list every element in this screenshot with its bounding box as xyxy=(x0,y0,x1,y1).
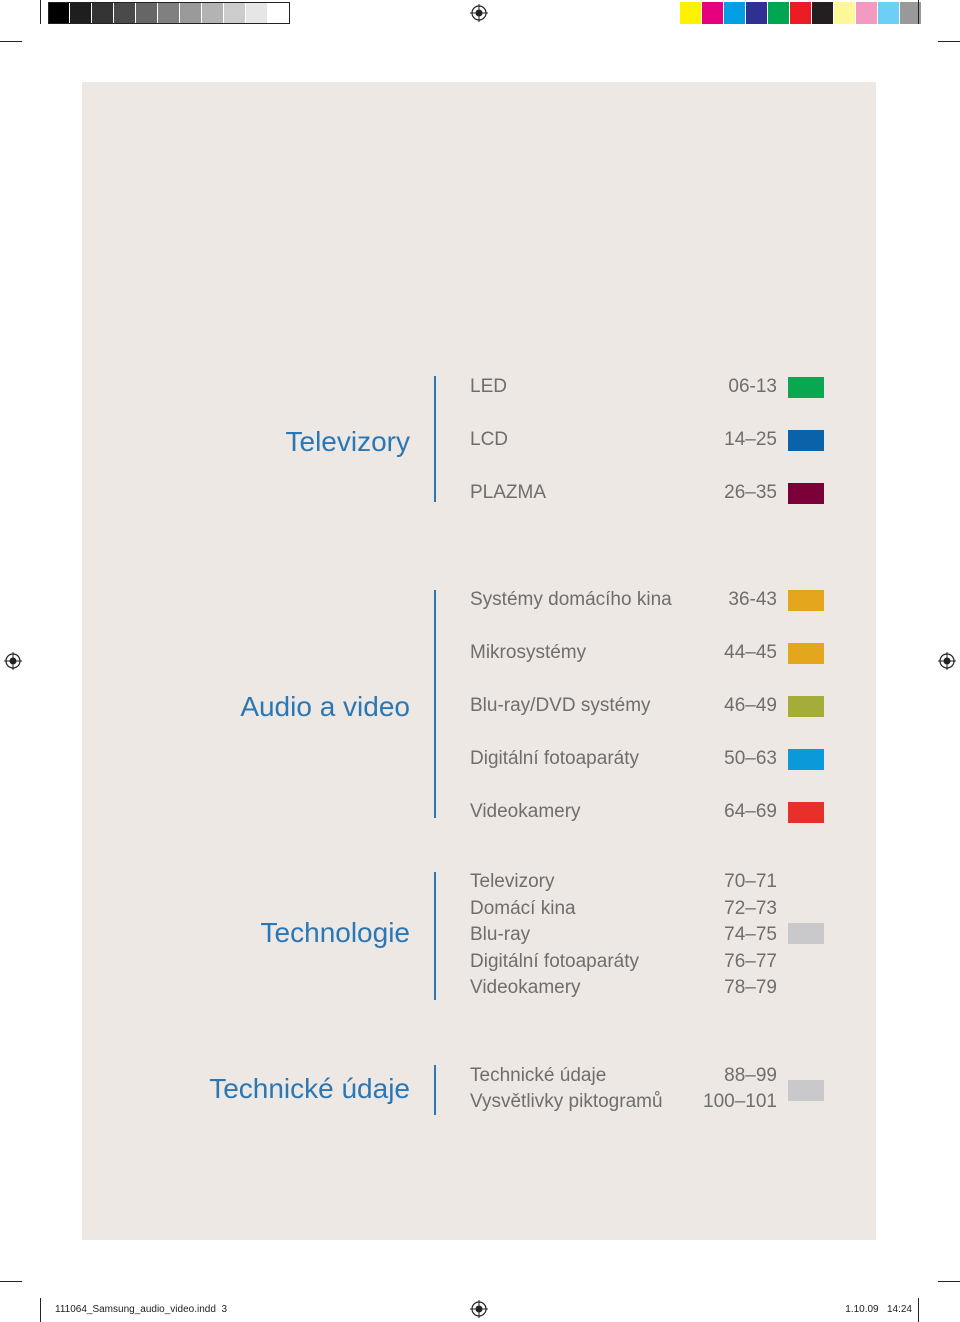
crop-mark xyxy=(938,41,960,42)
slug-page: 3 xyxy=(221,1304,227,1315)
category-color-swatch xyxy=(788,377,824,398)
toc-item-pages: 14–25 xyxy=(724,429,777,450)
registration-mark-icon xyxy=(4,652,22,670)
color-swatch xyxy=(702,2,724,24)
toc-item-label: Vysvětlivky piktogramů xyxy=(470,1091,663,1112)
category-color-swatch xyxy=(788,483,824,504)
crop-mark xyxy=(40,1298,41,1322)
gray-swatch xyxy=(136,2,158,24)
toc-item-label: Blu-ray xyxy=(470,924,531,945)
gray-swatch xyxy=(246,2,268,24)
section-divider xyxy=(434,590,436,818)
color-swatch xyxy=(746,2,768,24)
toc-item-label: Televizory xyxy=(470,871,555,892)
gray-swatch xyxy=(202,2,224,24)
crop-mark xyxy=(40,0,41,24)
toc-item-label: Digitální fotoaparáty xyxy=(470,951,639,972)
category-color-swatch xyxy=(788,1080,824,1101)
toc-item-pages: 44–45 xyxy=(724,642,777,663)
slug-time: 14:24 xyxy=(886,1304,912,1315)
section-title-audio-video: Audio a video xyxy=(240,691,410,722)
gray-swatch xyxy=(48,2,70,24)
color-swatch xyxy=(724,2,746,24)
color-calibration-bar xyxy=(680,2,922,24)
gray-swatch xyxy=(92,2,114,24)
color-swatch xyxy=(834,2,856,24)
toc-item-pages: 100–101 xyxy=(703,1091,777,1112)
gray-swatch xyxy=(114,2,136,24)
category-color-swatch xyxy=(788,430,824,451)
registration-mark-icon xyxy=(470,1300,488,1318)
toc-item-label: Blu-ray/DVD systémy xyxy=(470,695,651,716)
registration-mark-icon xyxy=(470,4,488,22)
slug-filename xyxy=(55,1304,227,1315)
gray-swatch xyxy=(180,2,202,24)
category-color-swatch xyxy=(788,802,824,823)
toc-item-pages: 76–77 xyxy=(724,951,777,972)
toc-item-pages: 06-13 xyxy=(728,376,777,397)
slug-date: 1.10.09 xyxy=(845,1304,879,1315)
toc-item-label: PLAZMA xyxy=(470,482,547,503)
crop-mark xyxy=(0,41,22,42)
toc-item-label: Domácí kina xyxy=(470,898,576,919)
toc-item-label: Systémy domácího kina xyxy=(470,589,672,610)
toc-item-label: LED xyxy=(470,376,507,397)
category-color-swatch xyxy=(788,749,824,770)
slug-file: 111064_Samsung_audio_video.indd xyxy=(55,1304,216,1315)
crop-mark xyxy=(938,1281,960,1282)
toc-item-label: Technické údaje xyxy=(470,1065,607,1086)
category-color-swatch xyxy=(788,696,824,717)
toc-item-pages: 50–63 xyxy=(724,748,777,769)
section-divider xyxy=(434,376,436,502)
color-swatch xyxy=(812,2,834,24)
toc-item-pages: 74–75 xyxy=(724,924,777,945)
crop-mark xyxy=(918,1298,919,1322)
toc-item-pages: 88–99 xyxy=(724,1065,777,1086)
toc-item-label: Mikrosystémy xyxy=(470,642,587,663)
toc-item-label: Videokamery xyxy=(470,801,581,822)
grayscale-calibration-bar xyxy=(48,2,290,24)
color-swatch xyxy=(856,2,878,24)
color-swatch xyxy=(680,2,702,24)
section-title-technicke-udaje: Technické údaje xyxy=(209,1073,410,1104)
section-title-televizory: Televizory xyxy=(285,426,410,457)
category-color-swatch xyxy=(788,923,824,944)
color-swatch xyxy=(878,2,900,24)
toc-item-pages: 72–73 xyxy=(724,898,777,919)
toc-item-label: Videokamery xyxy=(470,977,581,998)
gray-swatch xyxy=(158,2,180,24)
section-title-technologie: Technologie xyxy=(260,917,410,948)
gray-swatch xyxy=(70,2,92,24)
category-color-swatch xyxy=(788,643,824,664)
color-swatch xyxy=(768,2,790,24)
toc-item-pages: 26–35 xyxy=(724,482,777,503)
crop-mark xyxy=(918,0,919,24)
toc-item-label: Digitální fotoaparáty xyxy=(470,748,639,769)
toc-item-pages: 70–71 xyxy=(724,871,777,892)
crop-mark xyxy=(0,1281,22,1282)
color-swatch xyxy=(790,2,812,24)
section-divider xyxy=(434,1065,436,1115)
section-divider xyxy=(434,872,436,1000)
toc-item-pages: 64–69 xyxy=(724,801,777,822)
gray-swatch xyxy=(268,2,290,24)
registration-mark-icon xyxy=(938,652,956,670)
toc-item-pages: 78–79 xyxy=(724,977,777,998)
toc-item-pages: 46–49 xyxy=(724,695,777,716)
gray-swatch xyxy=(224,2,246,24)
category-color-swatch xyxy=(788,590,824,611)
slug-datetime xyxy=(845,1304,912,1315)
toc-item-label: LCD xyxy=(470,429,509,450)
toc-item-pages: 36-43 xyxy=(728,589,777,610)
